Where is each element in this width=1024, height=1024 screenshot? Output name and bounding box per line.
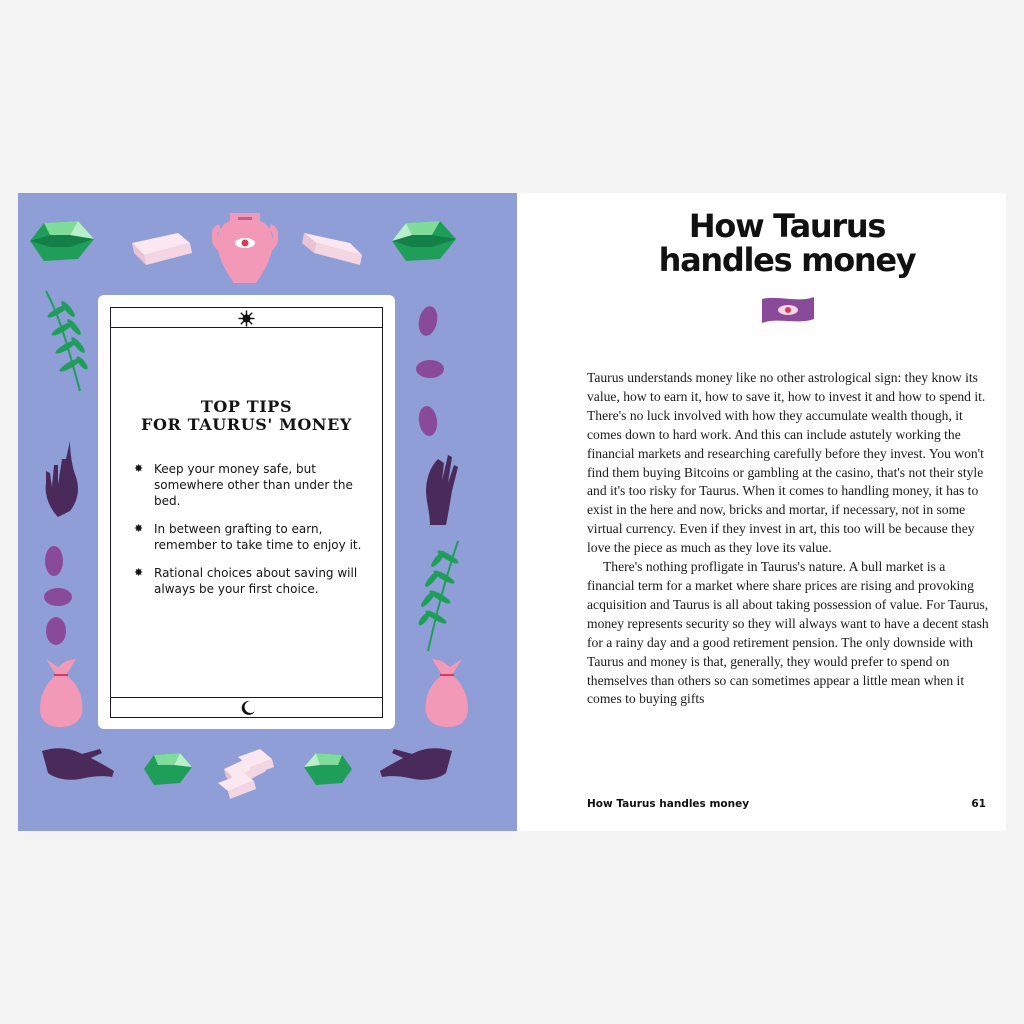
vase-icon bbox=[212, 209, 278, 287]
banknote-icon bbox=[758, 293, 818, 325]
list-item bbox=[134, 521, 362, 553]
hand-icon bbox=[416, 449, 460, 529]
tip-text: Rational choices about saving will always be your first choice. bbox=[154, 566, 358, 596]
crystal-icon bbox=[26, 217, 98, 265]
card-rule bbox=[110, 327, 383, 328]
leaf-icon bbox=[38, 287, 88, 397]
tip-text: Keep your money safe, but somewhere other than under the bed. bbox=[154, 462, 353, 508]
tips-list bbox=[134, 461, 362, 609]
moon-icon bbox=[240, 700, 256, 716]
crystal-icon bbox=[388, 217, 460, 265]
gold-bar-icon bbox=[300, 229, 366, 267]
bullet-star-icon: ✸ bbox=[134, 566, 144, 579]
sun-icon bbox=[238, 310, 255, 327]
list-item bbox=[134, 565, 362, 597]
bullet-star-icon: ✸ bbox=[134, 522, 144, 535]
body-paragraph: There's nothing profligate in Taurus's nature. A bull market is a financial term for a market where share prices are rising and provoking acquisition and Taurus is all about taking possession of value. For Taurus, money represents security so they will always want to have a decent stash for a rainy day and a good retirement pension. The only downside with Taurus and money is that, generally, they would prefer to spend on themselves than others so can sometimes appear a little mean when it comes to buying gifts bbox=[587, 559, 989, 707]
hand-icon bbox=[374, 741, 456, 783]
gold-bar-icon bbox=[128, 229, 194, 267]
page-title bbox=[647, 209, 927, 277]
running-footer: How Taurus handles money bbox=[587, 798, 750, 810]
card-rule bbox=[110, 717, 383, 718]
bullet-star-icon: ✸ bbox=[134, 462, 144, 475]
crystal-icon bbox=[300, 751, 356, 787]
left-page bbox=[18, 193, 517, 831]
tips-card bbox=[98, 295, 395, 729]
money-bag-icon bbox=[36, 655, 86, 729]
gold-bar-stack-icon bbox=[214, 745, 280, 801]
page-number: 61 bbox=[971, 798, 986, 810]
hand-icon bbox=[40, 437, 84, 521]
card-rule bbox=[110, 307, 383, 308]
card-title bbox=[118, 398, 375, 434]
book-spread bbox=[18, 193, 1006, 831]
tip-text: In between grafting to earn, remember to take time to enjoy it. bbox=[154, 522, 362, 552]
coin-stack-icon bbox=[42, 543, 74, 647]
body-paragraph: Taurus understands money like no other astrological sign: they know its value, how to earn it, how to save it, how to invest it and how to spend it. There's no luck involved with how they accumulate wealth though, it comes down to hard work. And this can include astutely working the financial markets and researching carefully before they invest. You won't find them buying Bitcoins or gambling at the casino, that's not their style and it's too risky for Taurus. When it comes to handling money, it has to exist in the here and now, bricks and mortar, if necessary, not in some virtual currency. Even if they invest in art, this too will be because they love the piece as much as they love its value. bbox=[587, 370, 986, 556]
money-bag-icon bbox=[422, 655, 472, 729]
list-item bbox=[134, 461, 362, 509]
card-rule bbox=[110, 697, 383, 698]
card-title-line: FOR TAURUS' MONEY bbox=[141, 415, 352, 434]
page-title-line: How Taurus bbox=[688, 207, 886, 245]
right-page bbox=[517, 193, 1006, 831]
crystal-icon bbox=[140, 751, 196, 787]
body-text bbox=[587, 369, 992, 709]
page-title-line: handles money bbox=[658, 241, 916, 279]
coin-stack-icon bbox=[414, 303, 444, 453]
leaf-icon bbox=[414, 537, 466, 655]
hand-icon bbox=[38, 741, 120, 783]
card-title-line: TOP TIPS bbox=[200, 397, 293, 416]
